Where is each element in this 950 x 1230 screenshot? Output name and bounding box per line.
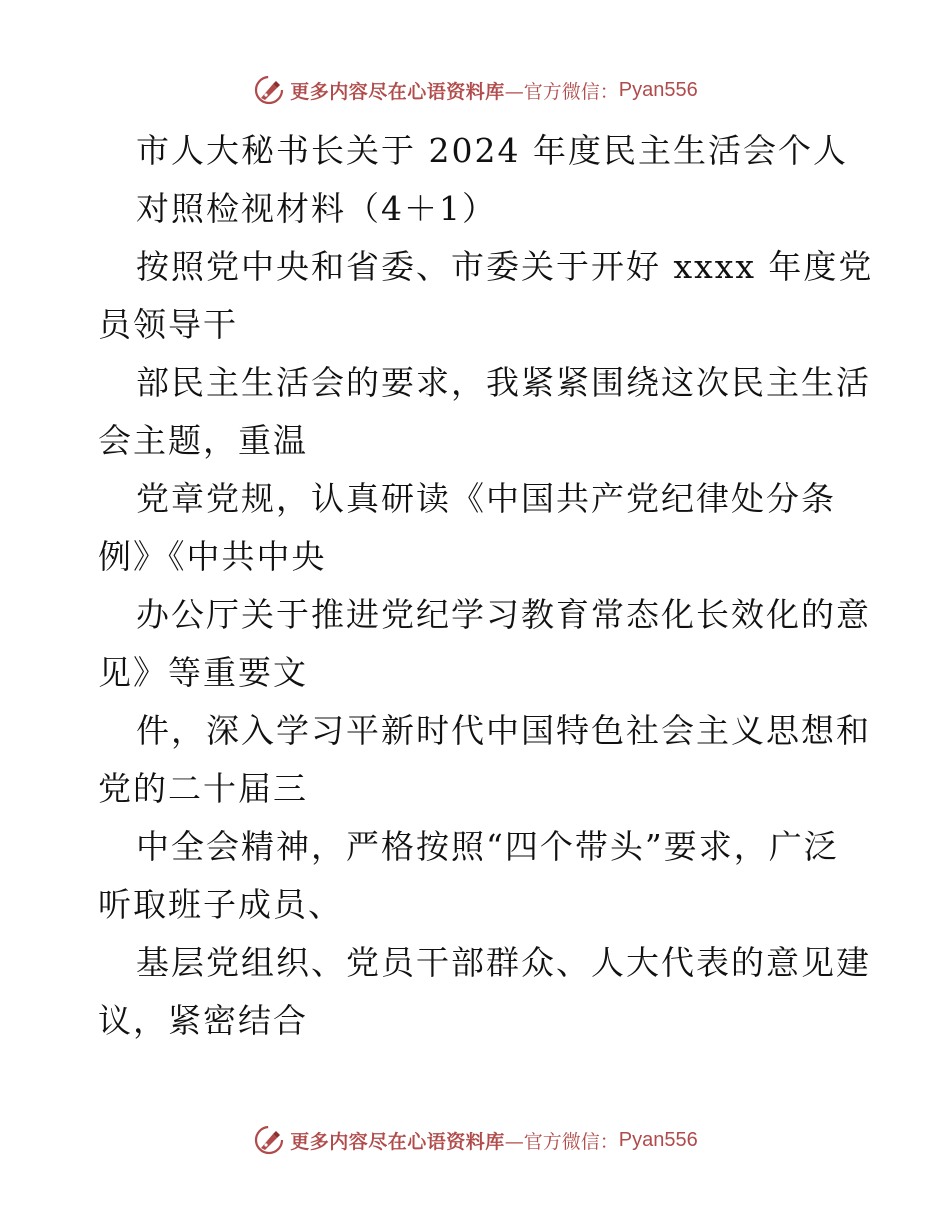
text-line: 市人大秘书长关于 2024 年度民主生活会个人 bbox=[136, 131, 848, 170]
pen-nib-circle-icon bbox=[252, 1123, 286, 1157]
text-line: 基层党组织、党员干部群众、人大代表的意见建 bbox=[136, 943, 871, 982]
watermark-brand: 更多内容尽在心语资料库 bbox=[290, 1130, 505, 1153]
watermark-separator: —官方微信： bbox=[504, 1130, 619, 1153]
text-line: 党章党规，认真研读《中国共产党纪律处分条 bbox=[136, 479, 836, 518]
watermark-wechat-id: Pyan556 bbox=[618, 1128, 698, 1151]
text-line: 例》《中共中央 bbox=[98, 537, 327, 576]
watermark-separator: —官方微信： bbox=[504, 80, 619, 103]
watermark-brand: 更多内容尽在心语资料库 bbox=[290, 80, 505, 103]
watermark-wechat-id: Pyan556 bbox=[618, 78, 698, 101]
text-line: 办公厅关于推进党纪学习教育常态化长效化的意 bbox=[136, 595, 871, 634]
pen-nib-circle-icon bbox=[252, 73, 286, 107]
text-line: 中全会精神，严格按照“四个带头”要求，广泛 bbox=[136, 827, 839, 866]
text-line: 听取班子成员、 bbox=[98, 885, 343, 924]
text-line: 党的二十届三 bbox=[98, 769, 308, 808]
text-line: 会主题，重温 bbox=[98, 421, 308, 460]
text-line: 议，紧密结合 bbox=[98, 1001, 308, 1040]
watermark-header bbox=[0, 70, 950, 110]
document-body bbox=[98, 122, 874, 1050]
watermark-footer bbox=[0, 1120, 950, 1160]
text-line: 对照检视材料（4＋1） bbox=[136, 189, 497, 228]
text-line: 按照党中央和省委、市委关于开好 xxxx 年度党 bbox=[136, 247, 874, 286]
text-line: 件，深入学习平新时代中国特色社会主义思想和 bbox=[136, 711, 871, 750]
text-line: 部民主生活会的要求，我紧紧围绕这次民主生活 bbox=[136, 363, 871, 402]
text-line: 员领导干 bbox=[98, 305, 238, 344]
text-line: 见》等重要文 bbox=[98, 653, 308, 692]
